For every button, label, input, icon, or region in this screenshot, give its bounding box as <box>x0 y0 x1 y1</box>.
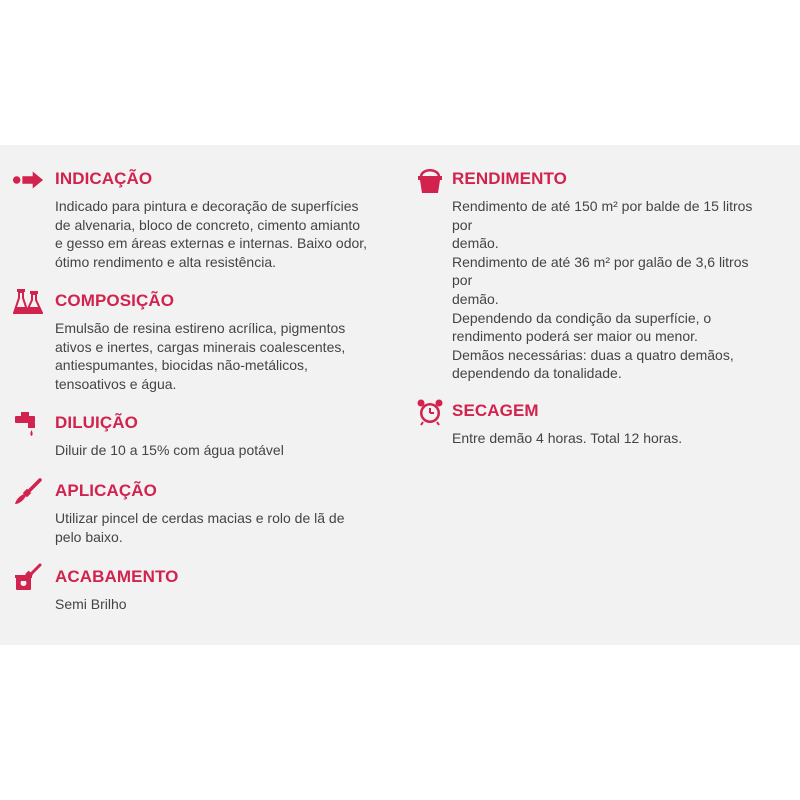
section-body <box>55 197 395 271</box>
text-line: Semi Brilho <box>55 596 127 612</box>
text-line: demão. <box>452 290 499 307</box>
text-line: tensoativos e água. <box>55 375 177 392</box>
paint-brush-icon <box>12 477 44 507</box>
text-line: por <box>452 272 473 289</box>
section-title: INDICAÇÃO <box>55 169 153 188</box>
section-body <box>55 441 395 460</box>
text-line: antiespumantes, biocidas não-metálicos, <box>55 357 308 374</box>
text-line: Dependendo da condição da superfície, o <box>452 309 712 326</box>
text-line: e gesso em áreas externas e internas. Baixo odor, <box>55 235 368 252</box>
text-line: Utilizar pincel de cerdas macias e rolo de lã de <box>55 510 345 526</box>
text-line: Diluir de 10 a 15% com água potável <box>55 442 284 458</box>
text-line: Rendimento de até 36 m² por galão de 3,6 litros <box>452 253 749 270</box>
paint-can-brush-icon <box>12 563 44 593</box>
section-title: DILUIÇÃO <box>55 413 138 432</box>
lab-flask-icon <box>12 287 44 317</box>
text-line: Rendimento de até 150 m² por balde de 15 litros <box>452 198 753 214</box>
section-body <box>452 197 792 383</box>
alarm-clock-icon <box>414 397 446 427</box>
arrow-right-icon <box>12 165 44 195</box>
text-line: Indicado para pintura e decoração de superfícies <box>55 198 359 214</box>
faucet-icon <box>12 409 44 439</box>
section-title: ACABAMENTO <box>55 567 179 586</box>
text-line: Demãos necessárias: duas a quatro demãos, <box>452 346 734 363</box>
text-line: rendimento poderá ser maior ou menor. <box>452 328 698 345</box>
section-body <box>55 595 395 614</box>
text-line: ótimo rendimento e alta resistência. <box>55 253 276 270</box>
product-specs-panel <box>0 145 800 645</box>
text-line: dependendo da tonalidade. <box>452 365 622 382</box>
section-title: RENDIMENTO <box>452 169 567 188</box>
section-title: APLICAÇÃO <box>55 481 157 500</box>
section-body <box>55 319 395 393</box>
text-line: por <box>452 216 473 233</box>
section-title: COMPOSIÇÃO <box>55 291 175 310</box>
text-line: ativos e inertes, cargas minerais coalescentes, <box>55 338 346 355</box>
bucket-icon <box>414 165 446 195</box>
text-line: Entre demão 4 horas. Total 12 horas. <box>452 430 683 446</box>
section-title: SECAGEM <box>452 401 539 420</box>
text-line: Emulsão de resina estireno acrílica, pigmentos <box>55 320 346 336</box>
text-line: demão. <box>452 235 499 252</box>
text-line: pelo baixo. <box>55 528 123 545</box>
text-line: de alvenaria, bloco de concreto, cimento amianto <box>55 216 361 233</box>
section-body <box>55 509 395 546</box>
section-body <box>452 429 792 448</box>
